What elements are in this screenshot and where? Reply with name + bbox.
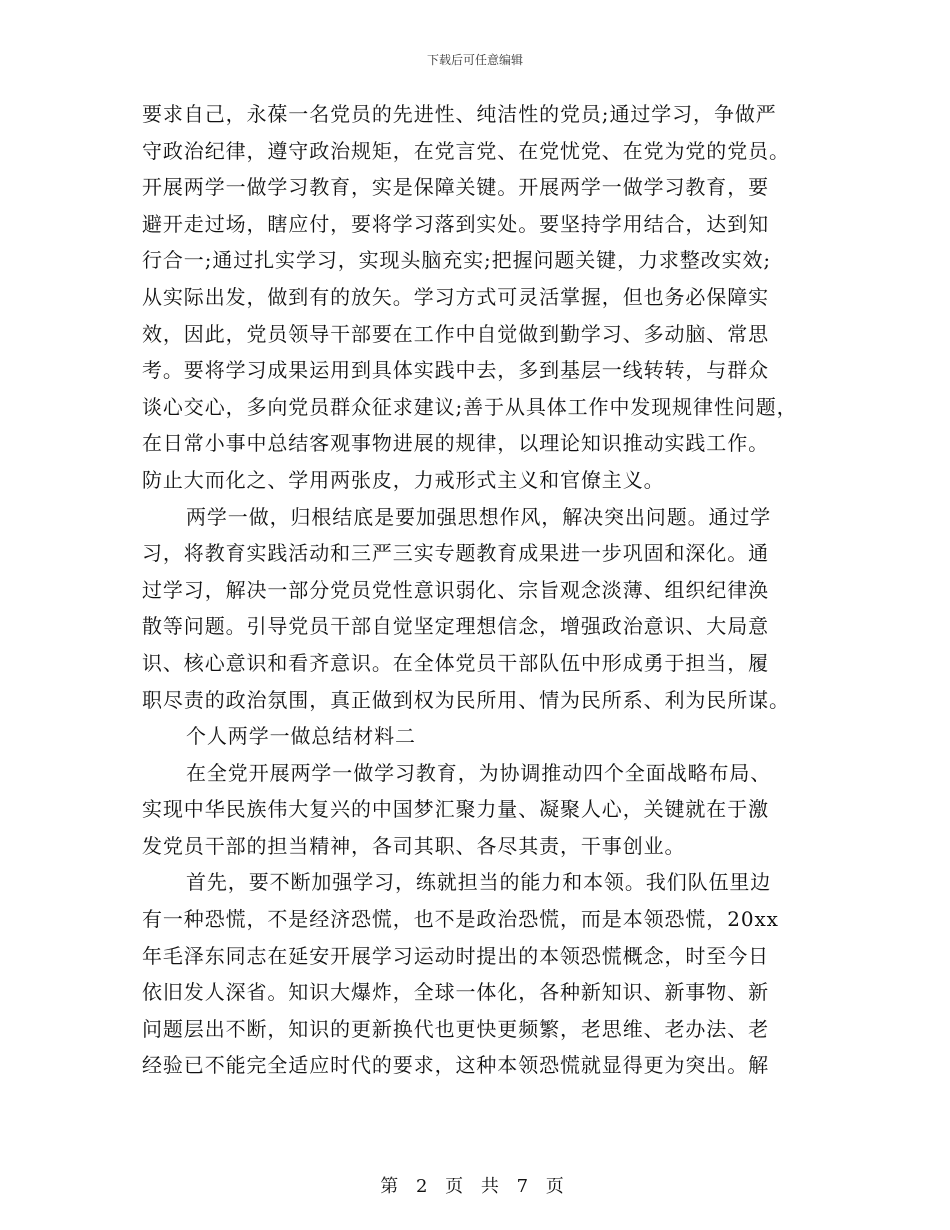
text-line: 从实际出发，做到有的放矢。学习方式可灵活掌握，但也务必保障实	[142, 284, 769, 309]
text-line: 在日常小事中总结客观事物进展的规律，以理论知识推动实践工作。	[142, 431, 769, 456]
text-line: 个人两学一做总结材料二	[186, 724, 416, 749]
text-line: 效，因此，党员领导干部要在工作中自觉做到勤学习、多动脑、常思	[142, 321, 769, 346]
text-line: 过学习，解决一部分党员党性意识弱化、宗旨观念淡薄、组织纪律涣	[142, 577, 769, 602]
text-line: 实现中华民族伟大复兴的中国梦汇聚力量、凝聚人心，关键就在于激	[142, 797, 769, 822]
text-line: 有一种恐慌，不是经济恐慌，也不是政治恐慌，而是本领恐慌，20xx	[142, 907, 779, 932]
page-header-note: 下载后可任意编辑	[426, 53, 523, 67]
text-line: 习，将教育实践活动和三严三实专题教育成果进一步巩固和深化。通	[142, 541, 769, 566]
text-line: 两学一做，归根结底是要加强思想作风，解决突出问题。通过学	[186, 504, 772, 529]
text-line: 避开走过场，瞎应付，要将学习落到实处。要坚持学用结合，达到知	[142, 211, 769, 236]
text-line: 发党员干部的担当精神，各司其职、各尽其责，干事创业。	[142, 833, 686, 858]
text-line: 防止大而化之、学用两张皮，力戒形式主义和官僚主义。	[142, 467, 665, 492]
text-line: 年毛泽东同志在延安开展学习运动时提出的本领恐慌概念，时至今日	[142, 943, 769, 968]
text-line: 守政治纪律，遵守政治规矩，在党言党、在党忧党、在党为党的党员。	[142, 138, 790, 163]
text-line: 开展两学一做学习教育，实是保障关键。开展两学一做学习教育，要	[142, 175, 769, 200]
text-line: 问题层出不断，知识的更新换代也更快更频繁，老思维、老办法、老	[142, 1016, 769, 1041]
text-line: 散等问题。引导党员干部自觉坚定理想信念，增强政治意识、大局意	[142, 614, 769, 639]
text-line: 经验已不能完全适应时代的要求，这种本领恐慌就显得更为突出。解	[142, 1053, 769, 1078]
text-line: 要求自己，永葆一名党员的先进性、纯洁性的党员;通过学习，争做严	[142, 102, 777, 126]
text-line: 职尽责的政治氛围，真正做到权为民所用、情为民所系、利为民所谋。	[142, 687, 790, 712]
document-body	[142, 96, 814, 1084]
text-line: 考。要将学习成果运用到具体实践中去，多到基层一线转转，与群众	[142, 358, 769, 383]
text-line: 行合一;通过扎实学习，实现头脑充实;把握问题关键，力求整改实效;	[142, 248, 772, 273]
text-line: 在全党开展两学一做学习教育，为协调推动四个全面战略布局、	[186, 760, 772, 785]
text-line: 首先，要不断加强学习，练就担当的能力和本领。我们队伍里边	[186, 870, 772, 895]
text-line: 谈心交心，多向党员群众征求建议;善于从具体工作中发现规律性问题，	[142, 394, 798, 419]
text-line: 识、核心意识和看齐意识。在全体党员干部队伍中形成勇于担当，履	[142, 650, 769, 675]
text-line: 依旧发人深省。知识大爆炸，全球一体化，各种新知识、新事物、新	[142, 980, 769, 1005]
page-number-footer: 第 2 页 共 7 页	[380, 1176, 570, 1197]
